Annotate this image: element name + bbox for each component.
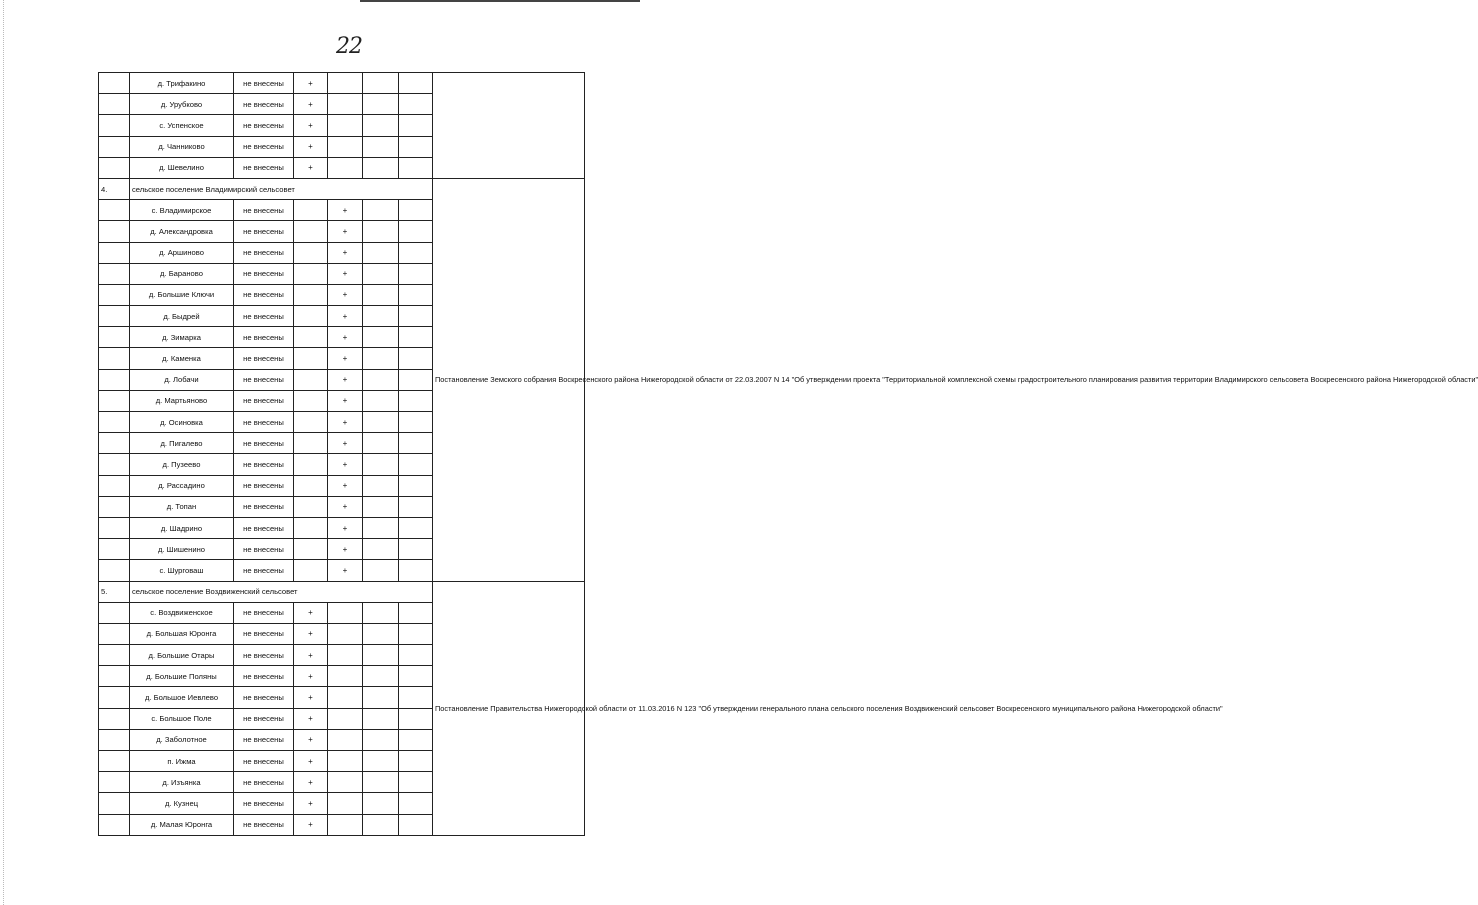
mark-cell-1: + [294,73,328,94]
mark-cell-1: + [294,623,328,644]
row-number-cell [99,772,130,793]
mark-cell-1 [294,539,328,560]
row-number-cell [99,306,130,327]
status-cell: не внесены [234,793,294,814]
row-number-cell [99,729,130,750]
mark-cell-1 [294,327,328,348]
mark-cell-3 [363,517,399,538]
mark-cell-4 [399,157,433,178]
settlement-name: д. Быдрей [130,306,234,327]
mark-cell-2: + [328,327,363,348]
settlement-name: д. Рассадино [130,475,234,496]
mark-cell-4 [399,390,433,411]
mark-cell-2 [328,793,363,814]
settlement-name: д. Топан [130,496,234,517]
mark-cell-1: + [294,687,328,708]
mark-cell-3 [363,623,399,644]
status-cell: не внесены [234,200,294,221]
mark-cell-1: + [294,115,328,136]
row-number-cell [99,496,130,517]
mark-cell-4 [399,327,433,348]
settlement-name: д. Трифакино [130,73,234,94]
row-number-cell [99,539,130,560]
status-cell: не внесены [234,412,294,433]
status-cell: не внесены [234,136,294,157]
mark-cell-1 [294,221,328,242]
settlement-name: д. Большие Ключи [130,284,234,305]
mark-cell-3 [363,433,399,454]
status-cell: не внесены [234,115,294,136]
mark-cell-2: + [328,306,363,327]
mark-cell-4 [399,200,433,221]
settlement-name: д. Пузеево [130,454,234,475]
mark-cell-2 [328,602,363,623]
mark-cell-1 [294,517,328,538]
row-number-cell [99,412,130,433]
mark-cell-3 [363,390,399,411]
mark-cell-1 [294,263,328,284]
mark-cell-4 [399,136,433,157]
mark-cell-3 [363,136,399,157]
mark-cell-3 [363,242,399,263]
mark-cell-1 [294,496,328,517]
status-cell: не внесены [234,263,294,284]
row-number-cell [99,200,130,221]
mark-cell-3 [363,666,399,687]
mark-cell-1 [294,433,328,454]
status-cell: не внесены [234,390,294,411]
mark-cell-1: + [294,751,328,772]
mark-cell-2 [328,729,363,750]
settlement-name: д. Мартьяново [130,390,234,411]
section-number: 4. [99,178,130,199]
mark-cell-2 [328,94,363,115]
mark-cell-2: + [328,496,363,517]
row-number-cell [99,454,130,475]
mark-cell-4 [399,623,433,644]
status-cell: не внесены [234,284,294,305]
settlement-name: д. Большие Поляны [130,666,234,687]
mark-cell-2: + [328,539,363,560]
mark-cell-1: + [294,729,328,750]
mark-cell-3 [363,221,399,242]
mark-cell-1 [294,242,328,263]
settlement-name: с. Владимирское [130,200,234,221]
row-number-cell [99,390,130,411]
status-cell: не внесены [234,687,294,708]
row-number-cell [99,73,130,94]
page-number: 22 [336,34,362,59]
mark-cell-3 [363,412,399,433]
status-cell: не внесены [234,157,294,178]
mark-cell-4 [399,814,433,835]
mark-cell-1: + [294,793,328,814]
mark-cell-2 [328,157,363,178]
mark-cell-3 [363,772,399,793]
mark-cell-3 [363,369,399,390]
mark-cell-2 [328,772,363,793]
row-number-cell [99,602,130,623]
mark-cell-1: + [294,157,328,178]
mark-cell-2 [328,73,363,94]
mark-cell-3 [363,284,399,305]
mark-cell-1 [294,412,328,433]
mark-cell-2: + [328,263,363,284]
approving-document: Постановление Земского собрания Воскресенского района Нижегородской области от 22.03.2007 N 14 "Об утверждении проекта "Территориальной комплексной схемы градостроительного планирования развития территории Владимирского сельсовета Воскресенского района Нижегородской области" [433,178,585,581]
mark-cell-2: + [328,433,363,454]
mark-cell-3 [363,751,399,772]
mark-cell-1 [294,369,328,390]
status-cell: не внесены [234,496,294,517]
mark-cell-2: + [328,517,363,538]
row-number-cell [99,475,130,496]
row-number-cell [99,708,130,729]
row-number-cell [99,623,130,644]
row-number-cell [99,263,130,284]
mark-cell-2: + [328,390,363,411]
settlement-name: д. Малая Юронга [130,814,234,835]
mark-cell-3 [363,814,399,835]
status-cell: не внесены [234,454,294,475]
status-cell: не внесены [234,666,294,687]
status-cell: не внесены [234,708,294,729]
settlement-name: д. Лобачи [130,369,234,390]
mark-cell-3 [363,645,399,666]
status-cell: не внесены [234,772,294,793]
status-cell: не внесены [234,814,294,835]
scan-edge-line [360,0,640,2]
mark-cell-1 [294,560,328,581]
mark-cell-3 [363,348,399,369]
settlement-name: д. Шадрино [130,517,234,538]
settlement-name: с. Воздвиженское [130,602,234,623]
approving-document: Постановление Правительства Нижегородской области от 11.03.2016 N 123 "Об утверждении генерального плана сельского поселения Воздвиженский сельсовет Воскресенского муниципального района Нижегородской области" [433,581,585,835]
status-cell: не внесены [234,306,294,327]
mark-cell-4 [399,539,433,560]
mark-cell-4 [399,412,433,433]
row-number-cell [99,560,130,581]
mark-cell-1: + [294,708,328,729]
row-number-cell [99,433,130,454]
mark-cell-4 [399,348,433,369]
settlement-name: с. Шурговаш [130,560,234,581]
settlement-name: д. Зимарка [130,327,234,348]
mark-cell-2 [328,666,363,687]
status-cell: не внесены [234,327,294,348]
status-cell: не внесены [234,751,294,772]
settlement-name: д. Пигалево [130,433,234,454]
settlement-name: д. Урубково [130,94,234,115]
mark-cell-4 [399,687,433,708]
mark-cell-4 [399,666,433,687]
row-number-cell [99,284,130,305]
mark-cell-2 [328,115,363,136]
row-number-cell [99,814,130,835]
status-cell: не внесены [234,475,294,496]
settlement-name: д. Заболотное [130,729,234,750]
mark-cell-2: + [328,221,363,242]
mark-cell-3 [363,729,399,750]
mark-cell-3 [363,496,399,517]
row-number-cell [99,645,130,666]
mark-cell-3 [363,475,399,496]
mark-cell-1: + [294,666,328,687]
mark-cell-1: + [294,602,328,623]
mark-cell-2 [328,623,363,644]
mark-cell-2 [328,708,363,729]
mark-cell-2 [328,645,363,666]
settlement-name: с. Большое Поле [130,708,234,729]
settlement-name: д. Изъянка [130,772,234,793]
status-cell: не внесены [234,645,294,666]
approving-document [433,73,585,179]
settlement-name: д. Осиновка [130,412,234,433]
mark-cell-1: + [294,94,328,115]
mark-cell-1 [294,454,328,475]
status-cell: не внесены [234,602,294,623]
section-header-row [99,581,585,602]
mark-cell-4 [399,454,433,475]
status-cell: не внесены [234,539,294,560]
mark-cell-4 [399,433,433,454]
mark-cell-2 [328,136,363,157]
section-title: сельское поселение Владимирский сельсовет [130,178,433,199]
mark-cell-4 [399,242,433,263]
mark-cell-2: + [328,242,363,263]
mark-cell-4 [399,560,433,581]
settlement-name: д. Кузнец [130,793,234,814]
mark-cell-3 [363,306,399,327]
mark-cell-1: + [294,136,328,157]
mark-cell-4 [399,475,433,496]
table-row [99,73,585,94]
mark-cell-4 [399,708,433,729]
row-number-cell [99,327,130,348]
mark-cell-4 [399,284,433,305]
mark-cell-4 [399,369,433,390]
row-number-cell [99,94,130,115]
row-number-cell [99,221,130,242]
mark-cell-2 [328,751,363,772]
row-number-cell [99,348,130,369]
mark-cell-2: + [328,200,363,221]
mark-cell-3 [363,687,399,708]
mark-cell-2: + [328,475,363,496]
row-number-cell [99,517,130,538]
mark-cell-3 [363,708,399,729]
status-cell: не внесены [234,348,294,369]
mark-cell-4 [399,751,433,772]
mark-cell-2 [328,687,363,708]
mark-cell-3 [363,263,399,284]
settlement-name: с. Успенское [130,115,234,136]
mark-cell-3 [363,602,399,623]
mark-cell-4 [399,793,433,814]
status-cell: не внесены [234,94,294,115]
mark-cell-2: + [328,454,363,475]
mark-cell-4 [399,263,433,284]
registry-table [98,72,1478,836]
mark-cell-3 [363,73,399,94]
registry-body [99,73,1478,836]
mark-cell-3 [363,200,399,221]
mark-cell-4 [399,94,433,115]
row-number-cell [99,751,130,772]
mark-cell-1: + [294,645,328,666]
section-number: 5. [99,581,130,602]
mark-cell-3 [363,327,399,348]
mark-cell-4 [399,73,433,94]
settlement-name: д. Большая Юронга [130,623,234,644]
mark-cell-2: + [328,560,363,581]
mark-cell-2: + [328,284,363,305]
settlement-name: д. Каменка [130,348,234,369]
mark-cell-1 [294,475,328,496]
status-cell: не внесены [234,433,294,454]
status-cell: не внесены [234,729,294,750]
mark-cell-1 [294,200,328,221]
mark-cell-2: + [328,369,363,390]
status-cell: не внесены [234,517,294,538]
row-number-cell [99,242,130,263]
row-number-cell [99,115,130,136]
row-number-cell [99,793,130,814]
settlement-name: д. Шишенино [130,539,234,560]
mark-cell-3 [363,115,399,136]
mark-cell-4 [399,729,433,750]
mark-cell-4 [399,221,433,242]
mark-cell-1 [294,348,328,369]
mark-cell-4 [399,645,433,666]
mark-cell-4 [399,115,433,136]
mark-cell-1: + [294,772,328,793]
section-header-row [99,178,585,199]
status-cell: не внесены [234,560,294,581]
row-number-cell [99,687,130,708]
status-cell: не внесены [234,221,294,242]
scan-edge-dots [3,0,4,905]
mark-cell-4 [399,306,433,327]
mark-cell-4 [399,496,433,517]
settlement-name: д. Шевелино [130,157,234,178]
section-title: сельское поселение Воздвиженский сельсовет [130,581,433,602]
mark-cell-2 [328,814,363,835]
settlement-name: д. Аршиново [130,242,234,263]
mark-cell-3 [363,560,399,581]
mark-cell-3 [363,94,399,115]
row-number-cell [99,157,130,178]
mark-cell-2: + [328,412,363,433]
settlement-name: д. Александровка [130,221,234,242]
settlement-name: д. Бараново [130,263,234,284]
settlement-name: п. Ижма [130,751,234,772]
mark-cell-3 [363,793,399,814]
mark-cell-4 [399,772,433,793]
settlement-name: д. Большое Иевлево [130,687,234,708]
mark-cell-1 [294,390,328,411]
status-cell: не внесены [234,242,294,263]
mark-cell-1 [294,306,328,327]
row-number-cell [99,666,130,687]
mark-cell-4 [399,517,433,538]
mark-cell-3 [363,454,399,475]
settlement-name: д. Чанниково [130,136,234,157]
mark-cell-4 [399,602,433,623]
mark-cell-1: + [294,814,328,835]
status-cell: не внесены [234,623,294,644]
row-number-cell [99,369,130,390]
settlement-name: д. Большие Отары [130,645,234,666]
mark-cell-2: + [328,348,363,369]
status-cell: не внесены [234,369,294,390]
mark-cell-3 [363,539,399,560]
mark-cell-1 [294,284,328,305]
mark-cell-3 [363,157,399,178]
row-number-cell [99,136,130,157]
status-cell: не внесены [234,73,294,94]
